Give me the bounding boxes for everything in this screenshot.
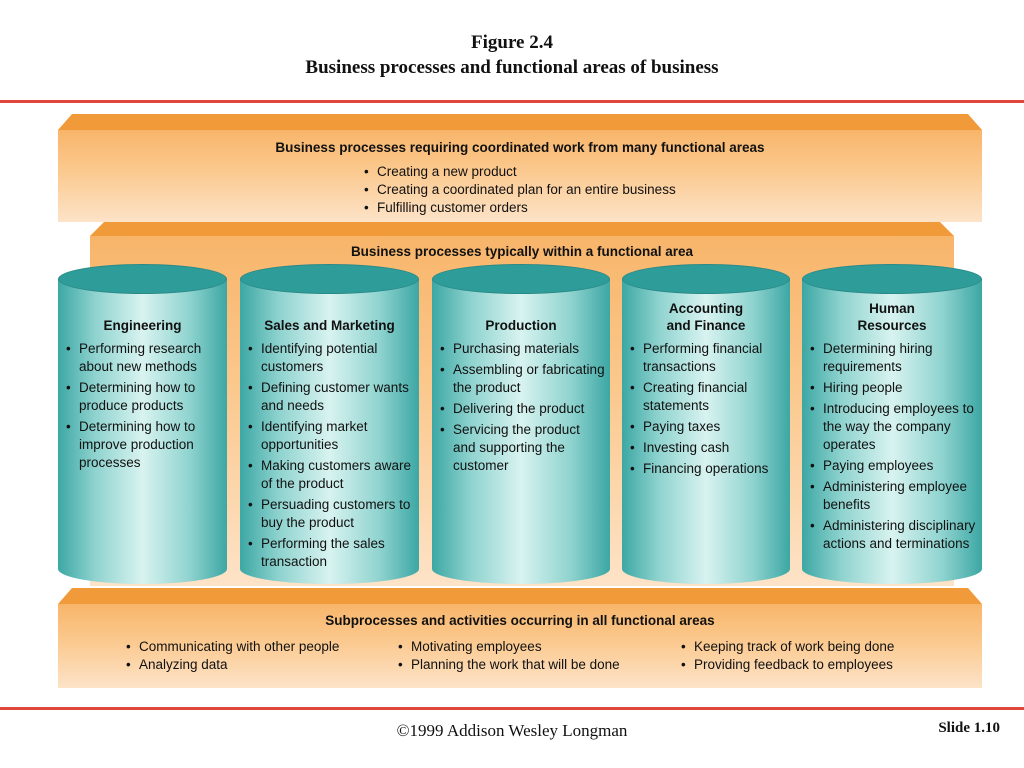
top-slab-list <box>364 163 676 217</box>
list-item: • Performing research about new methods <box>66 340 223 376</box>
middle-slab-title: Business processes typically within a functional area <box>350 244 694 259</box>
list-item: • Investing cash <box>630 439 786 457</box>
area-title: Engineering <box>103 318 182 333</box>
list-item: • Persuading customers to buy the product <box>248 496 415 532</box>
area-list <box>66 340 223 475</box>
bottom-slab-column-3 <box>681 638 894 674</box>
list-item: • Fulfilling customer orders <box>364 199 676 217</box>
slide-number: Slide 1.10 <box>938 720 1000 736</box>
bottom-slab-column-2 <box>398 638 620 674</box>
list-item: • Financing operations <box>630 460 786 478</box>
list-item: • Determining how to improve production processes <box>66 418 223 472</box>
bottom-slab-column-1 <box>126 638 339 674</box>
cylinder-top <box>622 264 790 294</box>
list-item: • Performing financial transactions <box>630 340 786 376</box>
functional-area-accounting-finance <box>622 264 790 584</box>
list-item: • Servicing the product and supporting the customer <box>440 421 606 475</box>
list-item: • Creating financial statements <box>630 379 786 415</box>
top-slab-title: Business processes requiring coordinated work from many functional areas <box>275 140 765 155</box>
list-item: • Motivating employees <box>398 638 620 656</box>
list-item: • Providing feedback to employees <box>681 656 894 674</box>
list-item: • Paying employees <box>810 457 978 475</box>
list-item: • Paying taxes <box>630 418 786 436</box>
area-title: Sales and Marketing <box>264 318 395 333</box>
list-item: • Hiring people <box>810 379 978 397</box>
list-item: • Creating a coordinated plan for an entire business <box>364 181 676 199</box>
functional-area-engineering <box>58 264 227 584</box>
bottom-divider <box>0 707 1024 710</box>
slide-header <box>0 30 1024 80</box>
area-title: Accounting and Finance <box>666 301 746 333</box>
top-divider <box>0 100 1024 103</box>
cylinder-top <box>432 264 610 294</box>
area-title: Production <box>485 318 557 333</box>
area-list <box>630 340 786 481</box>
list-item: • Identifying market opportunities <box>248 418 415 454</box>
cylinder-top <box>58 264 227 294</box>
list-item: • Creating a new product <box>364 163 676 181</box>
bottom-slab-title: Subprocesses and activities occurring in all functional areas <box>325 613 715 628</box>
figure-label: Figure 2.4 <box>471 32 553 53</box>
area-title: Human Resources <box>857 301 927 333</box>
list-item: • Assembling or fabricating the product <box>440 361 606 397</box>
list-item: • Introducing employees to the way the company operates <box>810 400 978 454</box>
list-item: • Analyzing data <box>126 656 339 674</box>
list-item: • Identifying potential customers <box>248 340 415 376</box>
area-list <box>440 340 606 478</box>
functional-area-sales-marketing <box>240 264 419 584</box>
middle-slab-bevel <box>90 222 954 236</box>
list-item: • Determining how to produce products <box>66 379 223 415</box>
figure-title: Business processes and functional areas of business <box>305 57 719 78</box>
functional-area-human-resources <box>802 264 982 584</box>
list-item: • Making customers aware of the product <box>248 457 415 493</box>
cylinder-top <box>240 264 419 294</box>
functional-area-production <box>432 264 610 584</box>
top-slab <box>58 130 982 222</box>
bottom-slab <box>58 604 982 688</box>
list-item: • Planning the work that will be done <box>398 656 620 674</box>
top-slab-bevel <box>58 114 982 130</box>
bottom-slab-bevel <box>58 588 982 604</box>
area-list <box>248 340 415 574</box>
list-item: • Keeping track of work being done <box>681 638 894 656</box>
list-item: • Performing the sales transaction <box>248 535 415 571</box>
list-item: • Delivering the product <box>440 400 606 418</box>
list-item: • Purchasing materials <box>440 340 606 358</box>
list-item: • Administering disciplinary actions and terminations <box>810 517 978 553</box>
area-list <box>810 340 978 556</box>
list-item: • Determining hiring requirements <box>810 340 978 376</box>
list-item: • Communicating with other people <box>126 638 339 656</box>
copyright: ©1999 Addison Wesley Longman <box>396 721 628 740</box>
cylinder-top <box>802 264 982 294</box>
list-item: • Defining customer wants and needs <box>248 379 415 415</box>
list-item: • Administering employee benefits <box>810 478 978 514</box>
